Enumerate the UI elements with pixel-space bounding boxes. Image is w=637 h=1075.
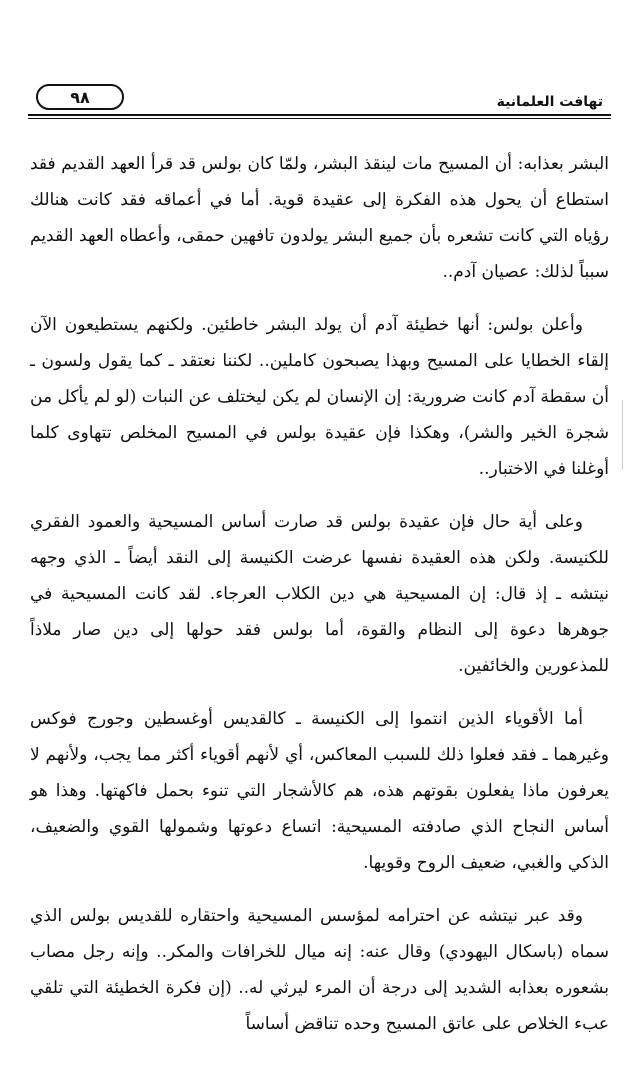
page-number: ٩٨: [36, 84, 124, 110]
paragraph: أما الأقوياء الذين انتموا إلى الكنيسة ـ كالقديس أوغسطين وجورج فوكس وغيرهما ـ فقد فعلوا ذلك للسبب المعاكس، أي لأنهم أقوياء أكثر مما يجب، ولأنهم لا يعرفون ماذا يفعلون بقوتهم هذه، هم كالأشجار التي تنوء بحمل فاكهتها. وهذا هو أساس النجاح الذي صادفته المسيحية: اتساع دعوتها وشمولها القوي والضعيف، الذكي والغبي، ضعيف الروح وقويها.: [30, 709, 609, 873]
header-rule-thin: [28, 118, 611, 119]
paragraph: وقد عبر نيتشه عن احترامه لمؤسس المسيحية واحتقاره للقديس بولس الذي سماه (باسكال اليهودي) وقال عنه: إنه ميال للخرافات والمكر.. وإنه رجل مصاب بشعوره بعذابه الشديد إلى درجة أن المرء ليرثي له.. (إن فكرة الخطيئة التي تلقي عبء الخلاص على عاتق المسيح وحده تناقض أساساً: [30, 906, 609, 1034]
paragraph: وعلى أية حال فإن عقيدة بولس قد صارت أساس المسيحية والعمود الفقري للكنيسة. ولكن هذه العقيدة نفسها عرضت الكنيسة إلى النقد أيضاً ـ الذي وجهه نيتشه ـ إذ قال: إن المسيحية هي دين الكلاب العرجاء. لقد كانت المسيحية في جوهرها دعوة إلى النظام والقوة، أما بولس فقد حولها إلى دين صار ملاذاً للمذعورين والخائفين.: [30, 512, 609, 676]
page-header: [28, 78, 611, 116]
header-rule: [28, 114, 611, 116]
page-body: [30, 146, 609, 1059]
paragraph: البشر بعذابه: أن المسيح مات لينقذ البشر، ولمّا كان بولس قد قرأ العهد القديم فقد استطاع أن يحول هذه الفكرة إلى عقيدة قوية. أما في أعماقه فقد كانت هنالك رؤياه التي كانت تشعره بأن جميع البشر يولدون تافهين حمقى، وأعطاه العهد القديم سبباً لذلك: عصيان آدم..: [30, 154, 609, 282]
page-edge-mark: [622, 400, 623, 470]
paragraph: وأعلن بولس: أنها خطيئة آدم أن يولد البشر خاطئين. ولكنهم يستطيعون الآن إلقاء الخطايا على المسيح وبهذا يصبحون كاملين.. لكننا نعتقد ـ كما يقول ولسون ـ أن سقطة آدم كانت ضرورية: إن الإنسان لم يكن ليختلف عن النبات (لو لم يأكل من شجرة الخير والشر)، وهكذا فإن عقيدة بولس في المسيح المخلص تتهاوى كلما أوغلنا في الاختبار..: [30, 315, 609, 479]
running-title: تهافت العلمانية: [496, 94, 603, 110]
